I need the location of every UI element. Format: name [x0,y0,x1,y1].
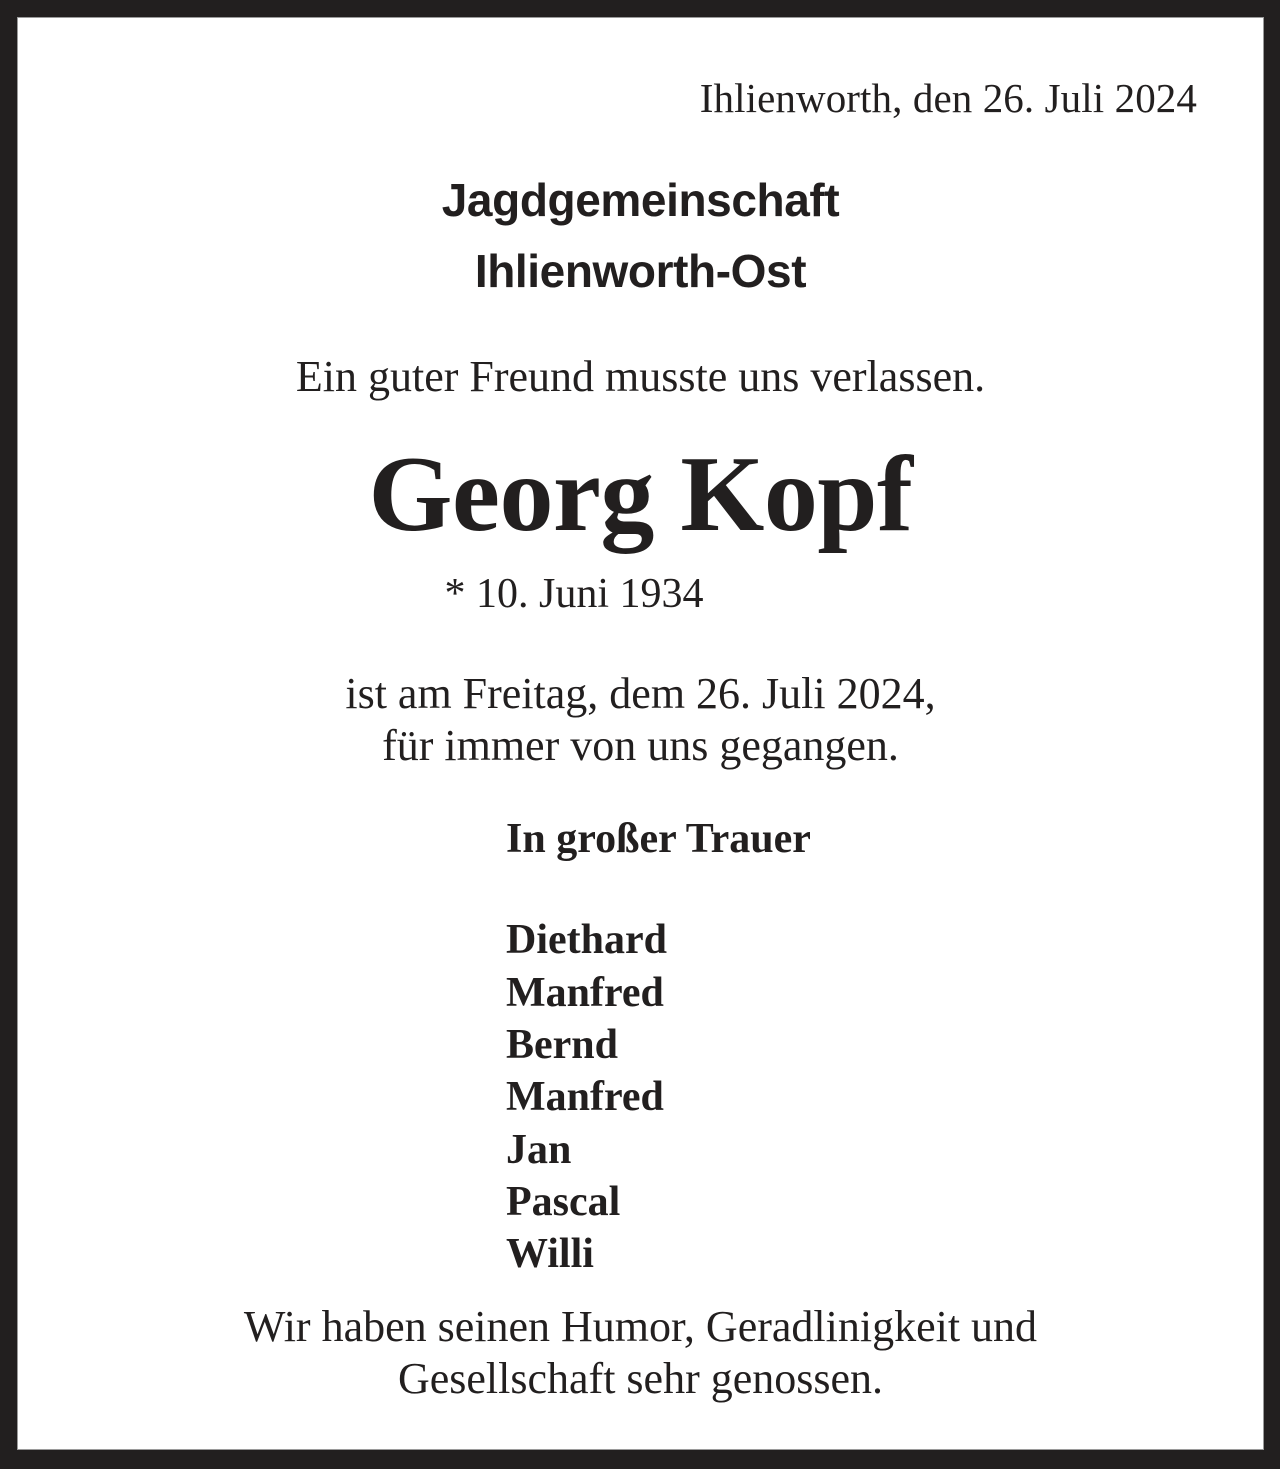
list-item: Diethard [506,917,667,964]
list-item: Willi [506,1231,594,1278]
list-item: Manfred [506,1074,664,1121]
passing-text-line-2: für immer von uns gegangen. [382,720,899,770]
birth-date: * 10. Juni 1934 [444,571,704,617]
mourner-list [506,914,811,1280]
organization-name-line-1: Jagdgemeinschaft [441,174,840,226]
closing-text [18,1301,1263,1405]
list-item: Manfred [506,969,664,1016]
mourners-block [506,814,811,1280]
list-item: Pascal [506,1178,621,1225]
list-item: Bernd [506,1021,619,1068]
deceased-name: Georg Kopf [368,435,913,554]
list-item: Jan [506,1126,572,1173]
closing-text-line-1: Wir haben seinen Humor, Geradlinigkeit und [243,1302,1038,1351]
mourning-heading: In großer Trauer [506,816,811,862]
closing-text-line-2: Gesellschaft sehr genossen. [397,1353,884,1403]
organization-name [18,165,1263,308]
passing-text-line-1: ist am Freitag, dem 26. Juli 2024, [345,669,936,718]
organization-name-line-2: Ihlienworth-Ost [474,245,807,298]
passing-text [18,668,1263,772]
intro-text: Ein guter Freund musste uns verlassen. [295,352,986,401]
place-and-date: Ihlienworth, den 26. Juli 2024 [699,75,1197,121]
obituary-card [17,17,1264,1450]
